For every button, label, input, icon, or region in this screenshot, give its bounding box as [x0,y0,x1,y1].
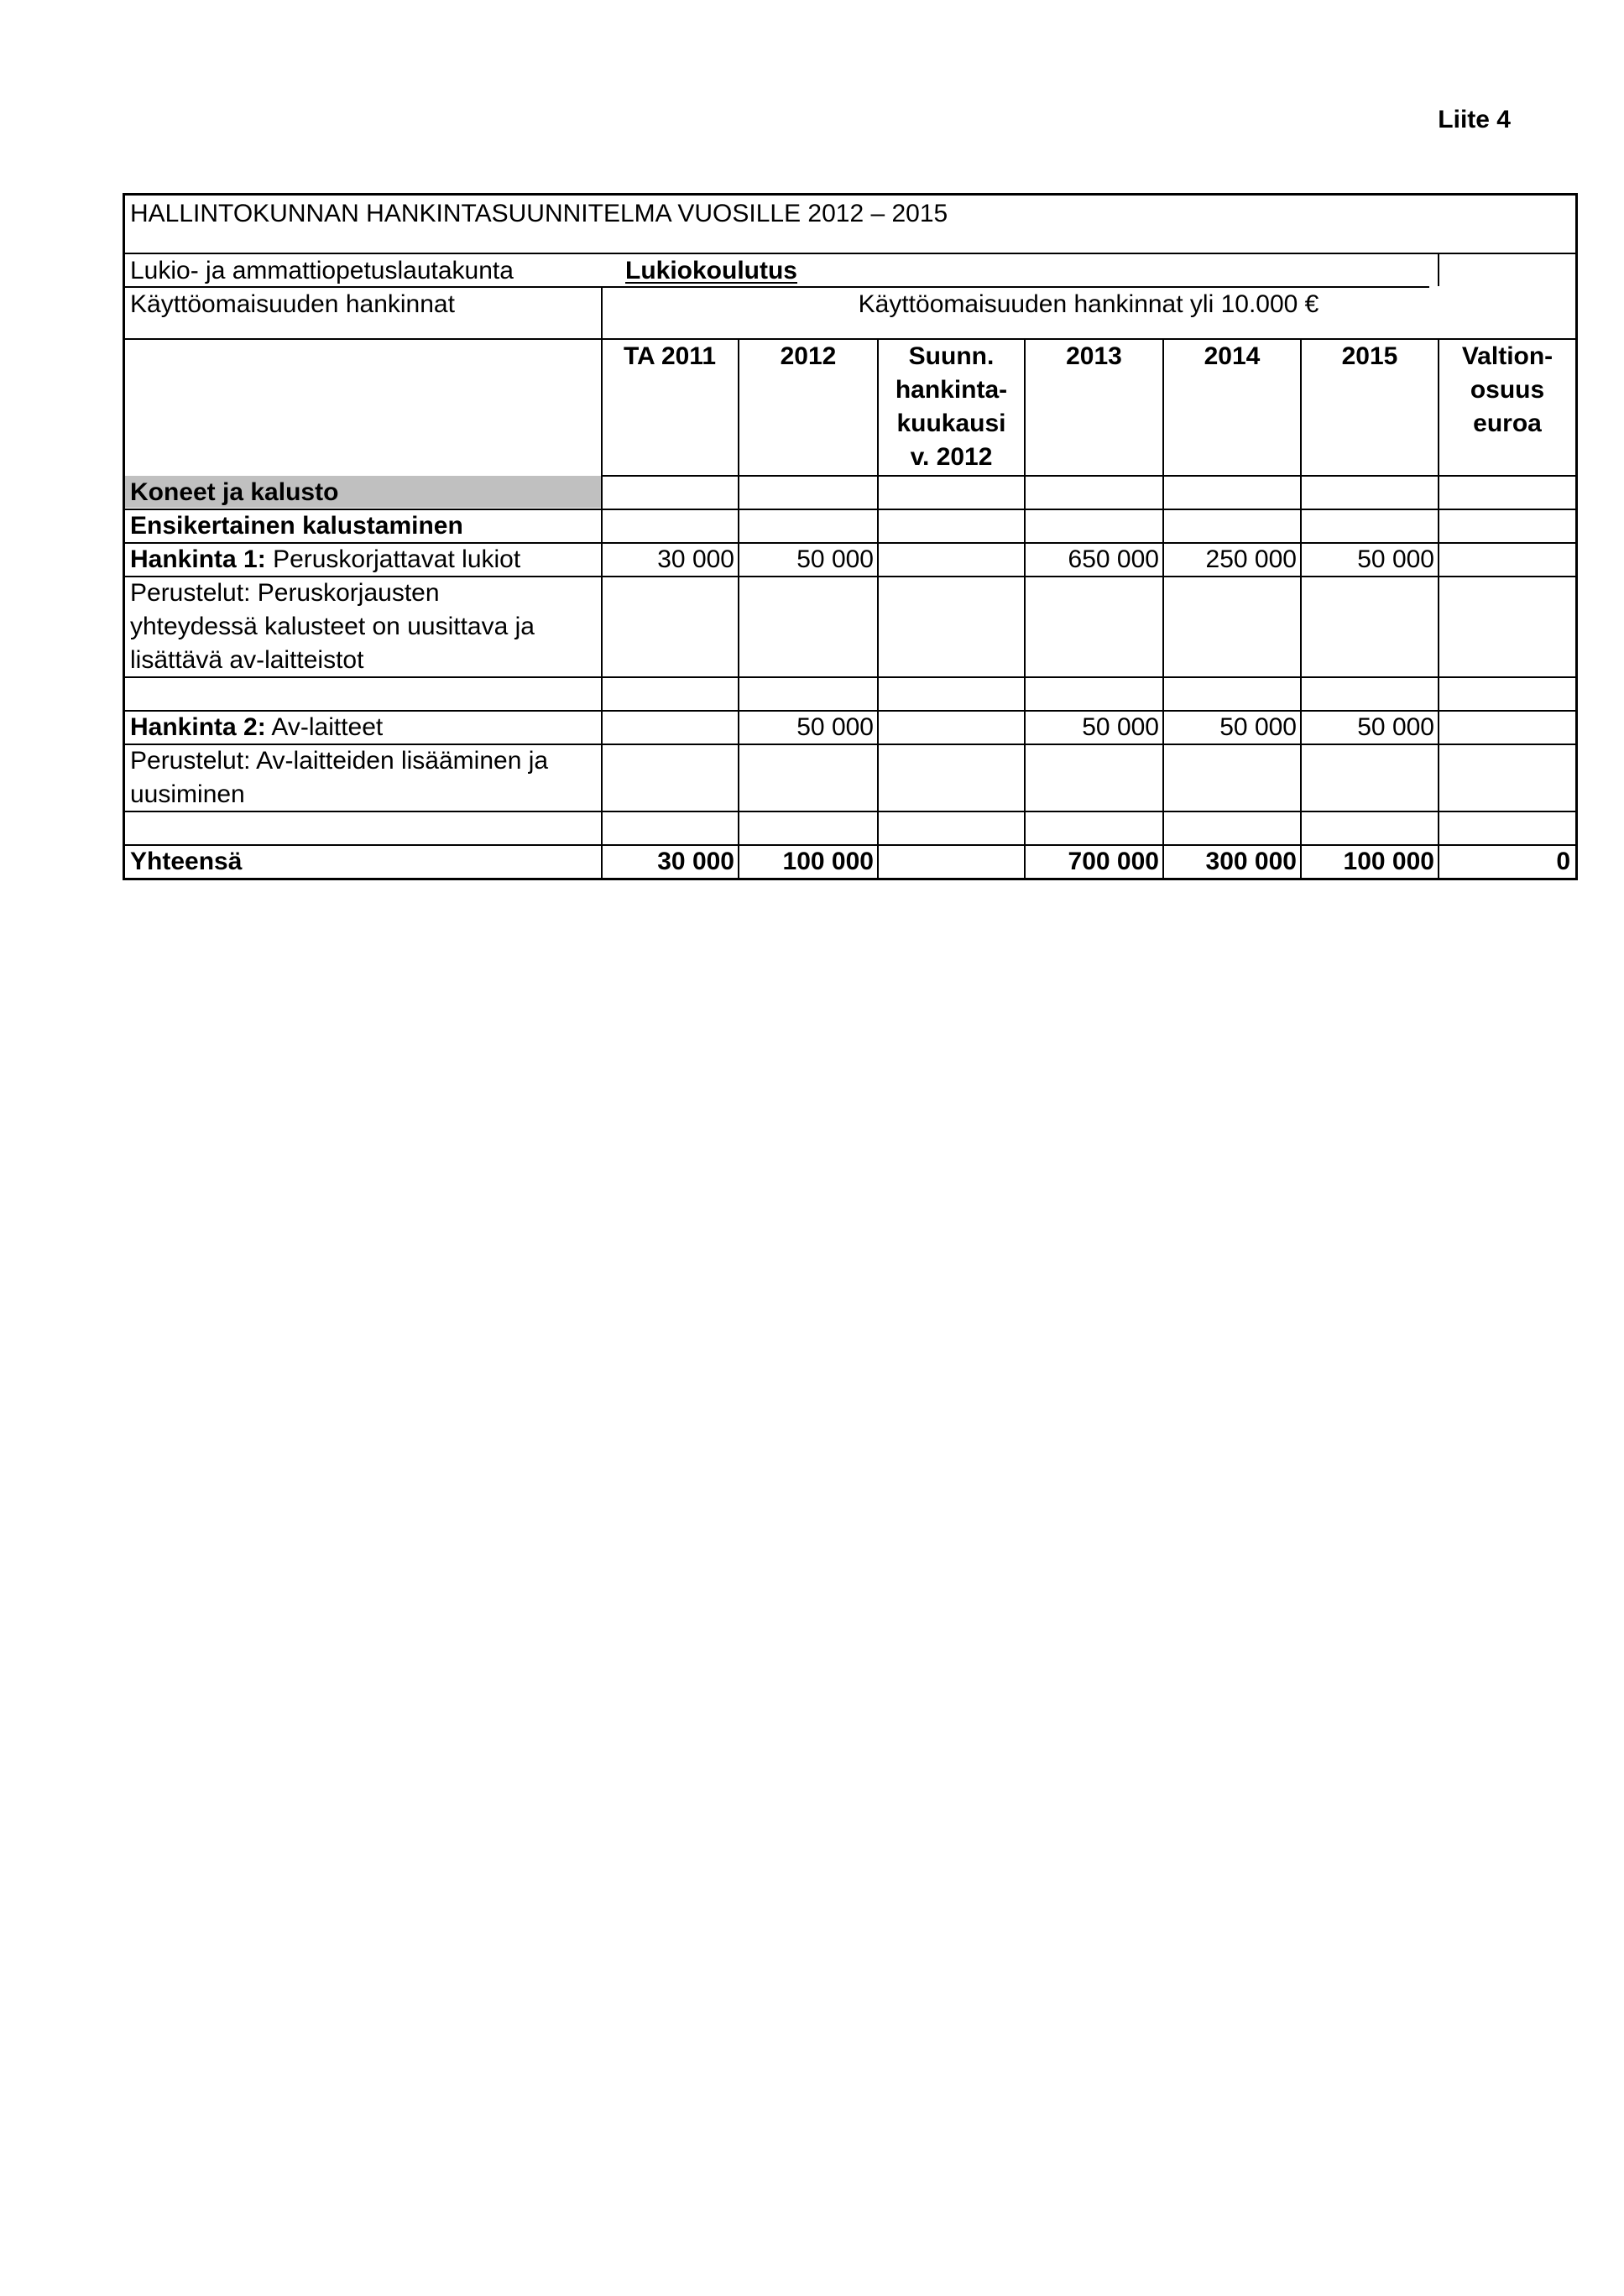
procurement-table [123,193,1578,880]
item1-2014: 250 000 [1205,545,1297,573]
total-2014: 300 000 [1205,848,1297,875]
row-divider [125,811,1575,812]
total-2015: 100 000 [1343,848,1434,875]
item2-2012: 50 000 [796,713,874,741]
item1-label [130,543,520,577]
row-divider [602,475,1575,477]
item2-2013: 50 000 [1082,713,1159,741]
item1-justification-line3: lisättävä av-laitteistot [130,646,364,674]
col-header-state-line3: euroa [1473,410,1542,437]
col-header-month-line2: hankinta- [895,376,1008,404]
col-header-month-line3: kuukausi [896,410,1006,437]
section-left-heading: Käyttöomaisuuden hankinnat [130,290,455,318]
item1-2012: 50 000 [796,545,874,573]
item1-2015: 50 000 [1357,545,1434,573]
item2-2015: 50 000 [1357,713,1434,741]
table-title: HALLINTOKUNNAN HANKINTASUUNNITELMA VUOSILLE 2012 – 2015 [130,200,948,227]
total-2012: 100 000 [782,848,874,875]
total-ta2011: 30 000 [657,848,734,875]
col-divider [601,286,603,878]
item1-justification-line2: yhteydessä kalusteet on uusittava ja [130,613,535,640]
col-header-2013: 2013 [1066,342,1122,370]
item2-justification-line1: Perustelut: Av-laitteiden lisääminen ja [130,747,549,775]
col-divider [1300,338,1302,878]
col-header-ta2011: TA 2011 [623,342,717,370]
board-name: Lukio- ja ammattiopetuslautakunta [130,257,514,284]
col-header-2015: 2015 [1341,342,1398,370]
total-label: Yhteensä [130,848,243,875]
col-divider [1024,338,1026,878]
col-header-state-line2: osuus [1470,376,1545,404]
section-right-heading: Käyttöomaisuuden hankinnat yli 10.000 € [858,290,1319,318]
item1-ta2011: 30 000 [657,545,734,573]
item1-justification-line1: Perustelut: Peruskorjausten [130,579,440,607]
col-header-month-line4: v. 2012 [910,443,993,471]
item2-2014: 50 000 [1219,713,1297,741]
col-divider [1438,253,1439,286]
col-divider [1162,338,1164,878]
col-header-state-line1: Valtion- [1461,342,1554,370]
total-state: 0 [1556,848,1570,875]
item2-justification-line2: uusiminen [130,780,245,808]
unit-name: Lukiokoulutus [625,257,797,284]
item2-label-bold: Hankinta 2: [130,713,266,741]
col-header-2014: 2014 [1204,342,1261,370]
col-header-2012: 2012 [780,342,837,370]
total-2013: 700 000 [1068,848,1159,875]
subcategory-label: Ensikertainen kalustaminen [130,512,463,540]
col-divider [738,338,739,878]
col-header-month-line1: Suunn. [908,342,995,370]
item2-label-rest: Av-laitteet [271,713,384,741]
category-label: Koneet ja kalusto [130,478,339,506]
item1-2013: 650 000 [1068,545,1159,573]
item1-label-bold: Hankinta 1: [130,545,266,573]
item2-label [130,711,383,744]
attachment-label: Liite 4 [1438,106,1511,133]
item1-label-rest: Peruskorjattavat lukiot [273,545,521,573]
